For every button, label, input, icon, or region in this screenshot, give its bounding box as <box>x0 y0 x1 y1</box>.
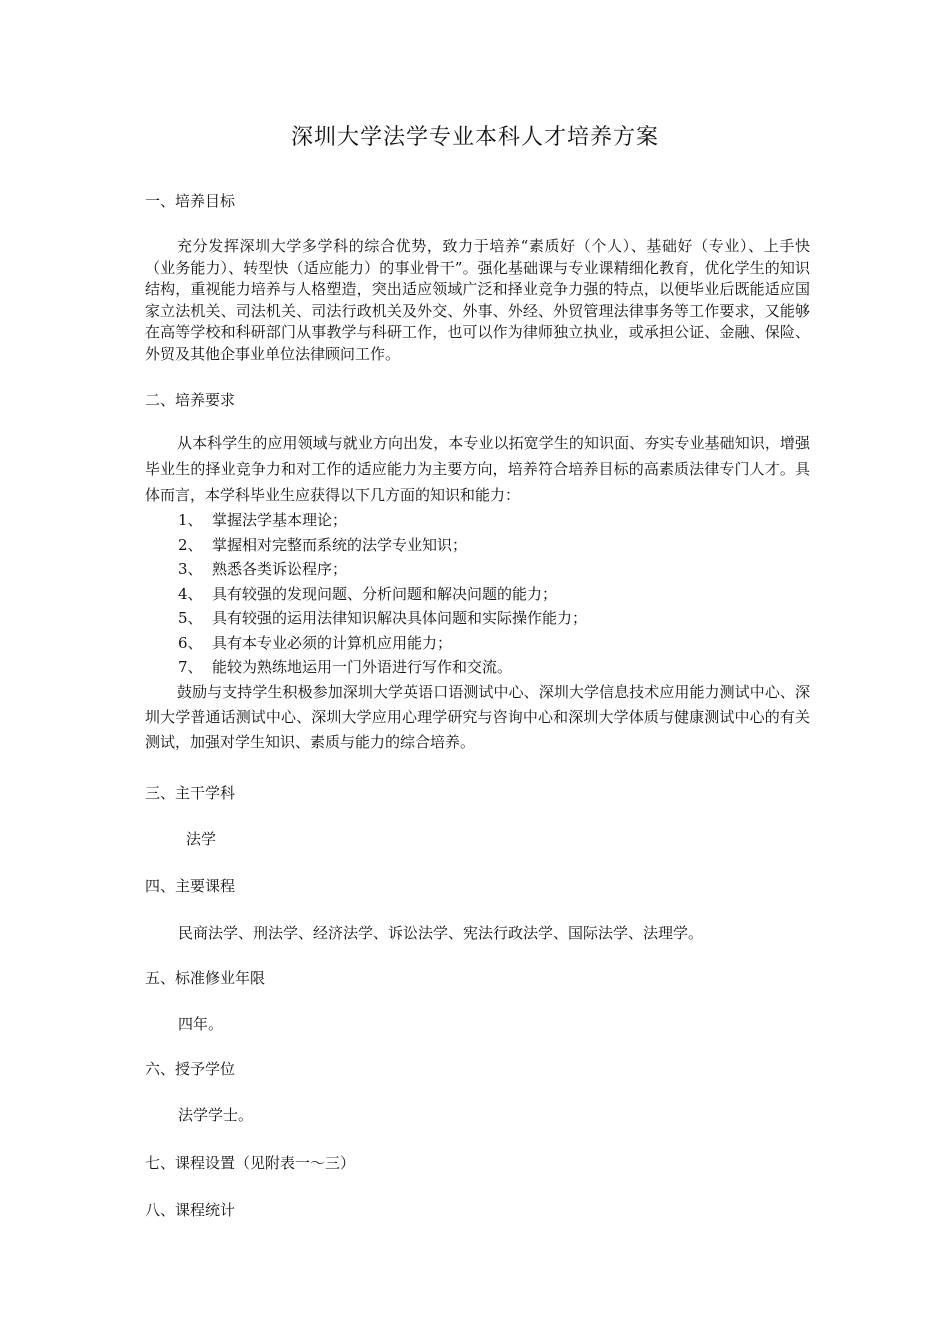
list-item <box>178 655 587 680</box>
list-item-text: 具有较强的运用法律知识解决具体问题和实际操作能力； <box>212 609 588 627</box>
section-heading-course-statistics: 八、课程统计 <box>145 1201 236 1219</box>
section-body-main-discipline: 法学 <box>186 830 217 848</box>
list-item-text: 具有较强的发现问题、分析问题和解决问题的能力； <box>212 584 558 603</box>
section-paragraph-goals: 充分发挥深圳大学多学科的综合优势，致力于培养“素质好（个人）、基础好（专业）、上手快（业务能力）、转型快（适应能力）的事业骨干”。强化基础课与专业课精细化教育，优化学生的知识结构，重视能力培养与人格塑造，突出适应领域广泛和择业竞争力强的特点，以便毕业后既能适应国家立法机关、司法机关、司法行政机关及外交、外事、外经、外贸管理法律事务等工作要求，又能够在高等学校和科研部门从事教学与科研工作，也可以作为律师独立执业，或承担公证、金融、保险、外贸及其他企事业单位法律顾问工作。 <box>145 237 810 363</box>
section-heading-curriculum: 七、课程设置（见附表一～三） <box>145 1154 356 1172</box>
requirements-list <box>178 508 587 680</box>
list-item-text: 能较为熟练地运用一门外语进行写作和交流。 <box>212 658 513 676</box>
section-heading-main-courses: 四、主要课程 <box>145 877 236 895</box>
list-item-number: 1、 <box>178 511 203 529</box>
list-item <box>178 582 587 607</box>
list-item-number: 5、 <box>178 609 203 627</box>
section-heading-main-discipline: 三、主干学科 <box>145 784 236 802</box>
section-heading-duration: 五、标准修业年限 <box>145 969 266 987</box>
list-item-number: 2、 <box>178 535 203 554</box>
list-item <box>178 557 587 582</box>
list-item-number: 4、 <box>178 584 203 603</box>
list-item-text: 具有本专业必须的计算机应用能力； <box>212 633 453 652</box>
list-item-number: 7、 <box>178 658 203 676</box>
list-item-number: 6、 <box>178 633 203 652</box>
section-body-main-courses: 民商法学、刑法学、经济法学、诉讼法学、宪法行政法学、国际法学、法理学。 <box>178 924 704 942</box>
section-heading-goals: 一、培养目标 <box>145 192 236 210</box>
section-paragraph-requirements: 从本科学生的应用领域与就业方向出发，本专业以拓宽学生的知识面、夯实专业基础知识，增强毕业生的择业竞争力和对工作的适应能力为主要方向，培养符合培养目标的高素质法律专门人才。具体而言，本学科毕业生应获得以下几方面的知识和能力： <box>145 434 810 504</box>
page-title: 深圳大学法学专业本科人才培养方案 <box>290 125 659 150</box>
list-item-text: 掌握法学基本理论； <box>212 511 348 529</box>
section-body-duration: 四年。 <box>178 1015 224 1033</box>
list-item <box>178 533 587 558</box>
section-heading-degree: 六、授予学位 <box>145 1060 236 1078</box>
list-item <box>178 508 587 533</box>
list-item <box>178 606 587 631</box>
section-heading-requirements: 二、培养要求 <box>145 391 236 409</box>
list-item <box>178 631 587 656</box>
list-item-text: 掌握相对完整而系统的法学专业知识； <box>212 535 468 554</box>
list-item-number: 3、 <box>178 560 203 578</box>
section-paragraph-encourage: 鼓励与支持学生积极参加深圳大学英语口语测试中心、深圳大学信息技术应用能力测试中心、深圳大学普通话测试中心、深圳大学应用心理学研究与咨询中心和深圳大学体质与健康测试中心的有关测试，加强对学生知识、素质与能力的综合培养。 <box>145 683 810 751</box>
list-item-text: 熟悉各类诉讼程序； <box>212 560 348 578</box>
section-body-degree: 法学学士。 <box>178 1106 254 1124</box>
